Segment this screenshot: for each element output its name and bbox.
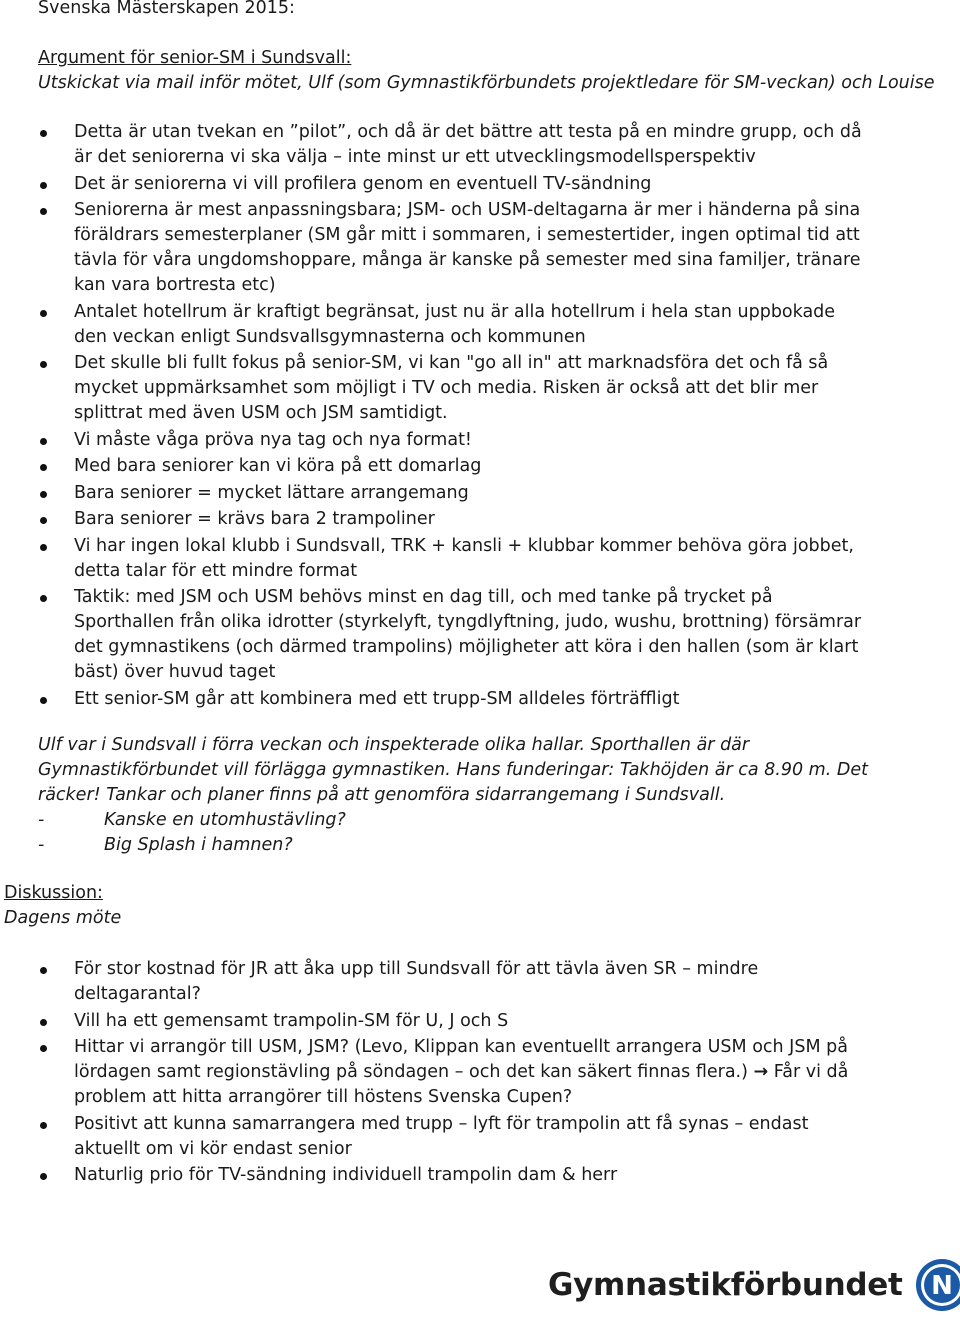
argument-subtitle: Utskickat via mail inför mötet, Ulf (som Gymnastikförbundets projektledare för SM-veckan) och Louise [38, 73, 935, 93]
list-item-text-after: Får vi då problem att hitta arrangörer till höstens Svenska Cupen? [74, 1062, 849, 1107]
list-item: Vi måste våga pröva nya tag och nya format! [74, 428, 864, 453]
argument-heading: Argument för senior-SM i Sundsvall: [38, 48, 352, 68]
list-item: Bara seniorer = mycket lättare arrangemang [74, 481, 864, 506]
list-item: Taktik: med JSM och USM behövs minst en dag till, och med tanke på trycket på Sporthallen från olika idrotter (styrkelyft, tyngdlyftning, judo, wushu, brottning) försämrar det gymnastikens (och därmed trampolins) möjligheter att köra i den hallen (som är klart bäst) över huvud taget [74, 585, 864, 685]
discussion-list [74, 957, 874, 1190]
logo-mark-icon [915, 1258, 960, 1312]
arrow-right-icon: → [753, 1062, 769, 1082]
list-item: Seniorerna är mest anpassningsbara; JSM- och USM-deltagarna är mer i händerna på sina föräldrars semesterplaner (SM går mitt i sommaren, i semestertider, ingen optimal tid att tävla för våra ungdomshoppare, många är kanske på semester med sina familjer, tränare kan vara bortresta etc) [74, 198, 864, 298]
dash-mark: - [38, 835, 45, 855]
list-item: Vi har ingen lokal klubb i Sundsvall, TRK + kansli + klubbar kommer behöva göra jobbet, detta talar för ett mindre format [74, 534, 864, 584]
argument-list [74, 120, 864, 713]
list-item: För stor kostnad för JR att åka upp till Sundsvall för att tävla även SR – mindre deltagarantal? [74, 957, 874, 1007]
list-item: Naturlig prio för TV-sändning individuell trampolin dam & herr [74, 1163, 874, 1188]
page-title: Svenska Mästerskapen 2015: [38, 0, 295, 18]
list-item [74, 1035, 874, 1110]
discussion-subheading: Dagens möte [4, 908, 122, 928]
list-item: Bara seniorer = krävs bara 2 trampoliner [74, 507, 864, 532]
dash-item [38, 808, 346, 833]
list-item: Vill ha ett gemensamt trampolin-SM för U, J och S [74, 1009, 874, 1034]
list-item: Antalet hotellrum är kraftigt begränsat, just nu är alla hotellrum i hela stan uppbokade den veckan enligt Sundsvallsgymnasterna och kommunen [74, 300, 864, 350]
logo-mark-letter: N [930, 1271, 953, 1301]
dash-item [38, 833, 346, 858]
list-item: Ett senior-SM går att kombinera med ett trupp-SM alldeles förträffligt [74, 687, 864, 712]
discussion-heading: Diskussion: [4, 883, 103, 903]
list-item: Det är seniorerna vi vill profilera genom en eventuell TV-sändning [74, 172, 864, 197]
list-item: Positivt att kunna samarrangera med trupp – lyft för trampolin att få synas – endast aktuellt om vi kör endast senior [74, 1112, 874, 1162]
logo-text: Gymnastikförbundet [548, 1267, 903, 1303]
gymnastikforbundet-logo [548, 1258, 960, 1312]
list-item: Med bara seniorer kan vi köra på ett domarlag [74, 454, 864, 479]
list-item: Det skulle bli fullt fokus på senior-SM, vi kan "go all in" att marknadsföra det och få så mycket uppmärksamhet som möjligt i TV och media. Risken är också att det blir mer splittrat med även USM och JSM samtidigt. [74, 351, 864, 426]
dash-text: Kanske en utomhustävling? [104, 810, 346, 830]
visit-note: Ulf var i Sundsvall i förra veckan och inspekterade olika hallar. Sporthallen är där Gymnastikförbundet vill förlägga gymnastiken. Hans funderingar: Takhöjden är ca 8.90 m. Det räcker! Tankar och planer finns på att genomföra sidarrangemang i Sundsvall. [38, 735, 868, 805]
list-item-text: Hittar vi arrangör till USM, JSM? (Levo, Klippan kan eventuellt arrangera USM och JSM på lördagen samt regionstävling på söndagen – och det kan säkert finnas flera.) [74, 1037, 848, 1082]
dash-text: Big Splash i hamnen? [104, 835, 293, 855]
list-item: Detta är utan tvekan en ”pilot”, och då är det bättre att testa på en mindre grupp, och då är det seniorerna vi ska välja – inte minst ur ett utvecklingsmodellsperspektiv [74, 120, 864, 170]
dash-list [38, 808, 346, 858]
dash-mark: - [38, 810, 45, 830]
